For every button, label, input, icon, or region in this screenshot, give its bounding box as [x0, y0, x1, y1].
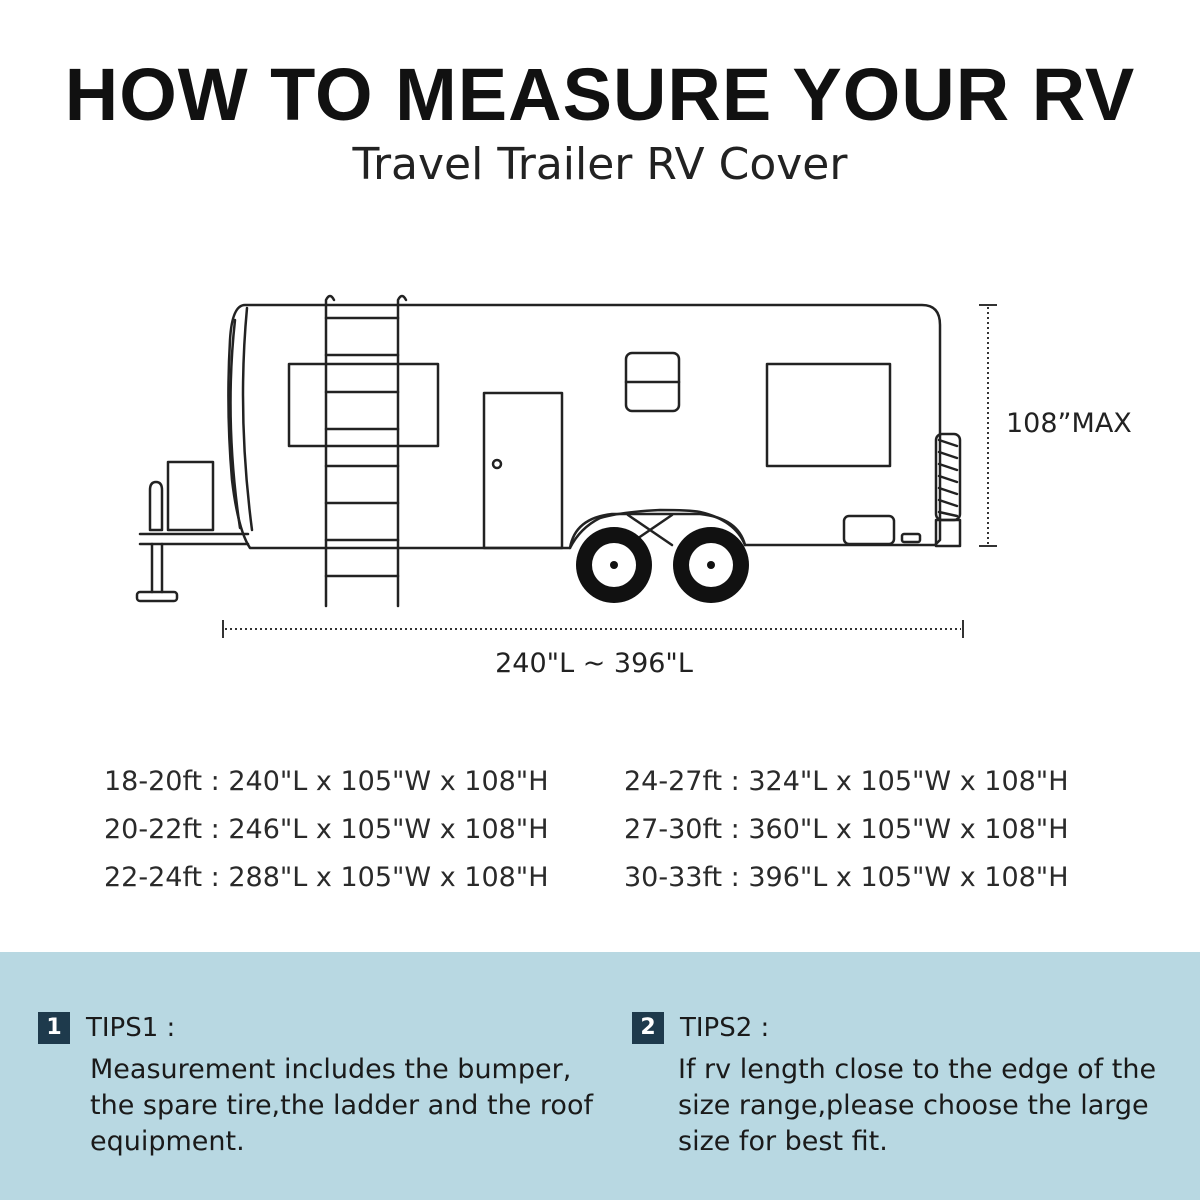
- size-row: 20-22ft : 246"L x 105"W x 108"H: [104, 814, 549, 845]
- size-row: 22-24ft : 288"L x 105"W x 108"H: [104, 862, 549, 893]
- size-list-left: [104, 758, 549, 902]
- height-dimension-line: [979, 305, 997, 546]
- tip-title: TIPS1 :: [86, 1013, 176, 1043]
- tips-panel: [0, 952, 1200, 1200]
- page-subtitle: Travel Trailer RV Cover: [352, 139, 848, 190]
- tip-body: Measurement includes the bumper, the spare tire,the ladder and the roof equipment.: [90, 1054, 593, 1157]
- front-window: [289, 364, 438, 446]
- size-row: 18-20ft : 240"L x 105"W x 108"H: [104, 766, 549, 797]
- length-label: 240"L ~ 396"L: [495, 648, 693, 679]
- size-row: 27-30ft : 360"L x 105"W x 108"H: [624, 814, 1069, 845]
- tip-2: [632, 1012, 1198, 1160]
- hitch-jack: [137, 482, 248, 601]
- ladder: [326, 296, 406, 606]
- tip-number-badge: 2: [632, 1012, 664, 1044]
- size-row: 24-27ft : 324"L x 105"W x 108"H: [624, 766, 1069, 797]
- propane-box: [168, 462, 213, 530]
- storage-hatch: [844, 516, 894, 544]
- tip-1: [38, 1012, 610, 1160]
- height-label: 108”MAX: [1006, 408, 1132, 439]
- wheel-rear: [673, 527, 749, 603]
- tip-body: If rv length close to the edge of the size range,please choose the large size for best fit.: [678, 1054, 1157, 1157]
- rv-diagram: [0, 280, 1200, 650]
- tip-title: TIPS2 :: [680, 1013, 770, 1043]
- size-row: 30-33ft : 396"L x 105"W x 108"H: [624, 862, 1069, 893]
- side-window: [767, 364, 890, 466]
- rv-body-outline: [228, 305, 940, 548]
- size-list-right: [624, 758, 1069, 902]
- door-handle: [493, 460, 501, 468]
- tip-number-badge: 1: [38, 1012, 70, 1044]
- rv-door: [484, 393, 562, 548]
- page-title: HOW TO MEASURE YOUR RV: [64, 53, 1136, 136]
- wheel-front: [576, 527, 652, 603]
- length-dimension-line: [223, 620, 963, 638]
